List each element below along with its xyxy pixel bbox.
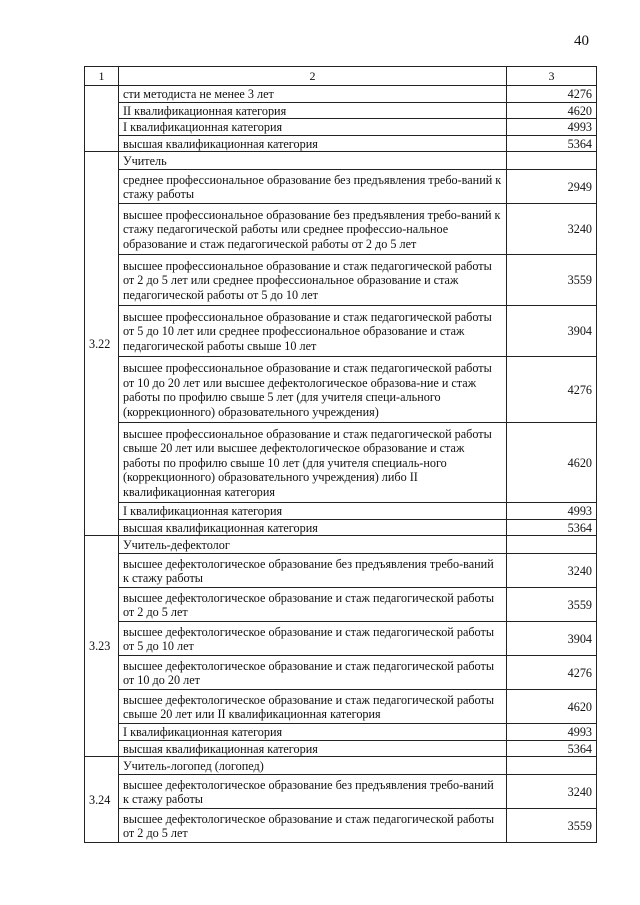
table-row [85, 135, 597, 152]
row-description: высшее профессиональное образование и стаж педагогической работы от 5 до 10 лет или среднее профессиональное образование и стаж педагогической работы свыше 10 лет [119, 306, 507, 357]
header-col-1: 1 [85, 67, 119, 86]
row-value [507, 757, 597, 775]
row-value [507, 536, 597, 554]
row-value: 4993 [507, 503, 597, 520]
row-description: сти методиста не менее 3 лет [119, 86, 507, 103]
row-value: 3559 [507, 588, 597, 622]
row-description: высшее дефектологическое образование и стаж педагогической работы от 2 до 5 лет [119, 809, 507, 843]
table-row [85, 690, 597, 724]
row-value: 3904 [507, 306, 597, 357]
row-value: 4620 [507, 690, 597, 724]
row-description: высшее профессиональное образование и стаж педагогической работы от 2 до 5 лет или среднее профессиональное образование и стаж педагогической работы от 5 до 10 лет [119, 255, 507, 306]
salary-table [84, 66, 597, 843]
row-description: высшая квалификационная категория [119, 519, 507, 536]
table-row [85, 86, 597, 103]
code-cell [85, 86, 119, 152]
table-row [85, 809, 597, 843]
table-row [85, 102, 597, 119]
table-row [85, 656, 597, 690]
row-description: высшее дефектологическое образование и стаж педагогической работы свыше 20 лет или II квалификационная категория [119, 690, 507, 724]
row-value: 5364 [507, 135, 597, 152]
section-title: Учитель-логопед (логопед) [119, 757, 507, 775]
row-description: высшее дефектологическое образование без предъявления требо-ваний к стажу работы [119, 554, 507, 588]
row-value: 4993 [507, 724, 597, 741]
row-value: 4620 [507, 102, 597, 119]
table-row [85, 357, 597, 423]
row-description: высшее дефектологическое образование и стаж педагогической работы от 5 до 10 лет [119, 622, 507, 656]
table-row [85, 554, 597, 588]
row-description: II квалификационная категория [119, 102, 507, 119]
table-row [85, 204, 597, 255]
row-value: 4276 [507, 357, 597, 423]
table-row [85, 588, 597, 622]
table-row [85, 740, 597, 757]
table-row [85, 306, 597, 357]
row-description: I квалификационная категория [119, 119, 507, 136]
row-value: 4276 [507, 656, 597, 690]
row-value [507, 152, 597, 170]
table-row [85, 255, 597, 306]
row-value: 2949 [507, 170, 597, 204]
row-value: 4993 [507, 119, 597, 136]
row-value: 5364 [507, 740, 597, 757]
section-title-row [85, 152, 597, 170]
section-code: 3.23 [85, 536, 119, 757]
row-description: высшее профессиональное образование и стаж педагогической работы от 10 до 20 лет или высшее дефектологическое образова-ние и стаж работы по профилю свыше 5 лет (для учителя специ-ального (коррекционного) образовательного учреждения) [119, 357, 507, 423]
row-value: 3904 [507, 622, 597, 656]
row-description: высшее дефектологическое образование без предъявления требо-ваний к стажу работы [119, 775, 507, 809]
header-col-3: 3 [507, 67, 597, 86]
row-value: 4276 [507, 86, 597, 103]
page-number: 40 [574, 33, 589, 49]
row-description: высшая квалификационная категория [119, 135, 507, 152]
row-value: 4620 [507, 423, 597, 503]
row-value: 3240 [507, 204, 597, 255]
row-description: высшее профессиональное образование без предъявления требо-ваний к стажу педагогической работы или среднее профессио-нальное образование и стаж педагогической работы от 2 до 5 лет [119, 204, 507, 255]
row-value: 3240 [507, 775, 597, 809]
table-row [85, 724, 597, 741]
section-title-row [85, 757, 597, 775]
row-description: высшее дефектологическое образование и стаж педагогической работы от 10 до 20 лет [119, 656, 507, 690]
header-col-2: 2 [119, 67, 507, 86]
table-row [85, 119, 597, 136]
table-row [85, 423, 597, 503]
row-value: 3559 [507, 255, 597, 306]
section-title-row [85, 536, 597, 554]
section-title: Учитель-дефектолог [119, 536, 507, 554]
row-description: высшее профессиональное образование и стаж педагогической работы свыше 20 лет или высшее дефектологическое образование и стаж работы по профилю свыше 10 лет (для учителя специаль-ного (коррекционного) образовательного учреждения) либо II квалификационная категория [119, 423, 507, 503]
table-header-row [85, 67, 597, 86]
row-value: 3240 [507, 554, 597, 588]
row-description: высшее дефектологическое образование и стаж педагогической работы от 2 до 5 лет [119, 588, 507, 622]
table-row [85, 775, 597, 809]
table-row [85, 519, 597, 536]
row-description: I квалификационная категория [119, 503, 507, 520]
section-code: 3.24 [85, 757, 119, 843]
table-row [85, 622, 597, 656]
row-description: I квалификационная категория [119, 724, 507, 741]
row-description: среднее профессиональное образование без предъявления требо-ваний к стажу работы [119, 170, 507, 204]
row-value: 5364 [507, 519, 597, 536]
section-code: 3.22 [85, 152, 119, 536]
row-description: высшая квалификационная категория [119, 740, 507, 757]
row-value: 3559 [507, 809, 597, 843]
section-title: Учитель [119, 152, 507, 170]
table-row [85, 170, 597, 204]
table-row [85, 503, 597, 520]
